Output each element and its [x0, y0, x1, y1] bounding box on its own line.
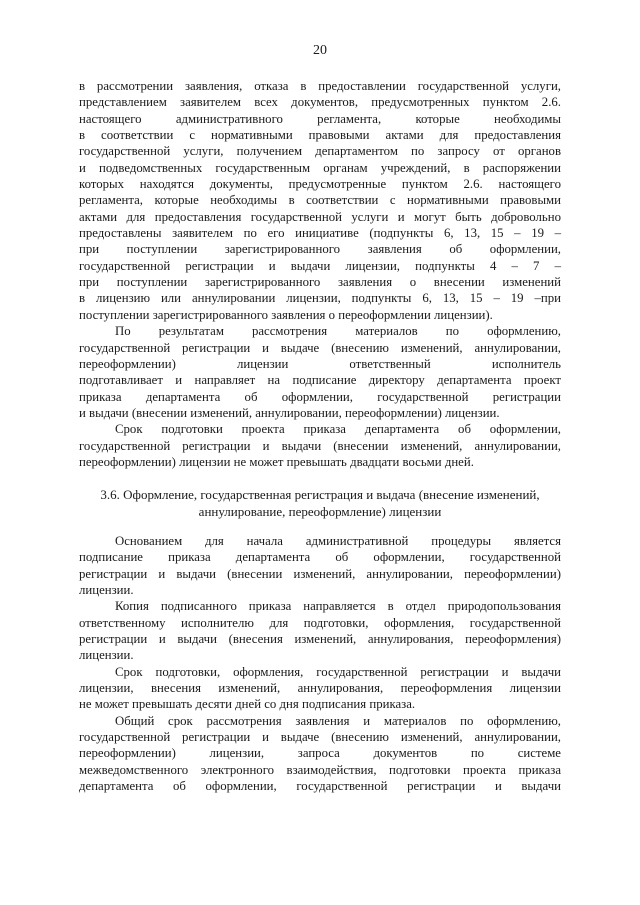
paragraph-continuation: [79, 78, 561, 323]
paragraph-grounds: [79, 533, 561, 598]
text-line: Общий срок рассмотрения заявления и материалов по оформлению,: [115, 713, 561, 728]
paragraph-preparation-term: [79, 421, 561, 470]
paragraph-total-term: [79, 713, 561, 795]
paragraph-issue-term: [79, 664, 561, 713]
text-line: при поступлении зарегистрированного заявления о внесении изменений: [79, 275, 561, 290]
text-line: предоставлены заявителем по его инициативе (подпункты 6, 13, 15 – 19 –: [79, 226, 561, 241]
text-line: ответственному исполнителю для подготовки, оформления, государственной: [79, 615, 561, 630]
text-line: переоформлении) лицензии не может превышать двадцати восьми дней.: [79, 454, 474, 469]
heading-line: 3.6. Оформление, государственная регистрация и выдача (внесение изменений,: [100, 487, 540, 502]
text-line: департамента об оформлении, государственной регистрации и выдачи: [79, 779, 561, 794]
text-line: межведомственного электронного взаимодействия, подготовки проекта приказа: [79, 762, 561, 777]
text-line: По результатам рассмотрения материалов по оформлению,: [115, 324, 561, 339]
text-line: Основанием для начала административной процедуры является: [115, 534, 561, 548]
text-line: Срок подготовки, оформления, государственной регистрации и выдачи: [115, 664, 561, 679]
section-heading: [79, 486, 561, 520]
paragraph-copy-sent: [79, 598, 561, 663]
body-text-section: [79, 533, 561, 795]
text-line: представлением заявителем всех документов, предусмотренных пунктом 2.6.: [79, 95, 561, 110]
text-line: Срок подготовки проекта приказа департамента об оформлении,: [115, 422, 561, 437]
text-line: государственной регистрации и выдаче (внесению изменений, аннулировании,: [79, 730, 561, 745]
heading-line: аннулирование, переоформление) лицензии: [198, 504, 442, 519]
text-line: государственной регистрации и выдаче (внесению изменений, аннулировании,: [79, 340, 561, 355]
text-line: государственной регистрации и выдачи лицензии, подпункты 4 – 7 –: [79, 258, 561, 273]
text-line: лицензии.: [79, 583, 134, 598]
text-line: актами для предоставления государственной услуги и могут быть добровольно: [79, 209, 561, 224]
text-line: приказа департамента об оформлении, государственной регистрации: [79, 389, 561, 404]
text-line: переоформлении) лицензии ответственный исполнитель: [79, 356, 561, 371]
paragraph-review-results: [79, 323, 561, 421]
text-line: лицензии, внесения изменений, аннулирования, переоформления лицензии: [79, 681, 561, 696]
text-line: регистрации и выдачи (внесения изменений, аннулирования, переоформления): [79, 632, 561, 647]
text-line: и подведомственных государственным органам учреждений, в распоряжении: [79, 160, 561, 175]
text-line: регламента, которые необходимы в соответствии с нормативными правовыми: [79, 193, 561, 208]
text-line: поступлении зарегистрированного заявления о переоформлении лицензии).: [79, 307, 493, 322]
body-text-top: [79, 78, 561, 470]
text-line: в рассмотрении заявления, отказа в предоставлении государственной услуги,: [79, 79, 561, 93]
text-line: настоящего административного регламента, которые необходимы: [79, 111, 561, 126]
text-line: подготавливает и направляет на подписание директору департамента проект: [79, 373, 561, 388]
text-line: лицензии.: [79, 648, 134, 663]
text-line: при поступлении зарегистрированного заявления об оформлении,: [79, 242, 561, 257]
text-line: Копия подписанного приказа направляется в отдел природопользования: [115, 599, 561, 614]
text-line: в лицензию или аннулировании лицензии, подпункты 6, 13, 15 – 19 –при: [79, 291, 561, 306]
text-line: подписание приказа департамента об оформлении, государственной: [79, 550, 561, 565]
text-line: переоформлении) лицензии, запроса документов по системе: [79, 746, 561, 761]
text-line: и выдачи (внесении изменений, аннулировании, переоформлении) лицензии.: [79, 405, 500, 420]
text-line: государственной услуги, получением департаментом по запросу от органов: [79, 144, 561, 159]
text-line: государственной регистрации и выдачи (внесении изменений, аннулировании,: [79, 438, 561, 453]
text-line: регистрации и выдачи (внесении изменений, аннулировании, переоформлении): [79, 566, 561, 581]
text-line: которых находятся документы, предусмотренные пунктом 2.6. настоящего: [79, 177, 561, 192]
page-number: 20: [313, 43, 327, 58]
text-line: не может превышать десяти дней со дня подписания приказа.: [79, 697, 416, 712]
text-line: в соответствии с нормативными правовыми актами для предоставления: [79, 128, 561, 143]
